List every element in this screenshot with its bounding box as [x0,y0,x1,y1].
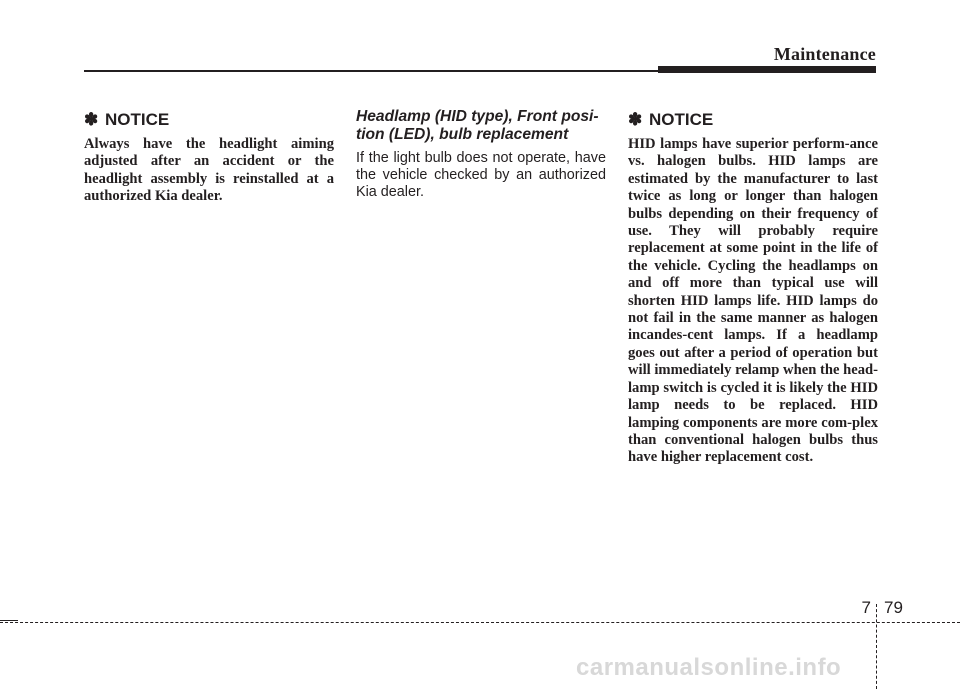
hid-notice-body: HID lamps have superior perform-ance vs. halogen bulbs. HID lamps are estimated by the manufacturer to last twice as long or longer than halogen bulbs depending on their frequency of use. They will probably require replacement at some point in the life of the vehicle. Cycling the headlamps on and off more than typical use will shorten HID lamps life. HID lamps do not fail in the same manner as halogen incandes-cent lamps. If a headlamp goes out after a period of operation but will immediately relamp when the head-lamp switch is cycled it is likely the HID lamp needs to be replaced. HID lamping components are more com-plex than conventional halogen bulbs thus have higher replacement cost. [628,136,878,466]
notice-label: NOTICE [104,110,170,129]
hid-notice-heading [628,108,878,132]
chapter-number: 7 [861,598,871,617]
notice-label: NOTICE [648,110,714,129]
page-number: 79 [884,598,903,617]
notice-star-icon: ✽ [84,110,99,129]
section-title: Maintenance [773,44,876,64]
header-rule-thick [658,66,876,73]
watermark: carmanualsonline.info [576,654,842,681]
middle-column [356,108,606,202]
footer-rule-solid [0,620,18,621]
left-column [84,108,334,206]
bulb-replacement-body: If the light bulb does not operate, have the vehicle checked by an authorized Kia dealer. [356,150,606,201]
bulb-replacement-subheading: Headlamp (HID type), Front posi-tion (LED), bulb replacement [356,108,599,143]
right-column [628,108,878,467]
notice-heading [84,108,334,132]
notice-star-icon: ✽ [628,110,643,129]
notice-body: Always have the headlight aiming adjusted after an accident or the headlight assembly is reinstalled at a authorized Kia dealer. [84,136,334,205]
footer-rule [0,622,960,623]
header-rule [84,70,658,72]
